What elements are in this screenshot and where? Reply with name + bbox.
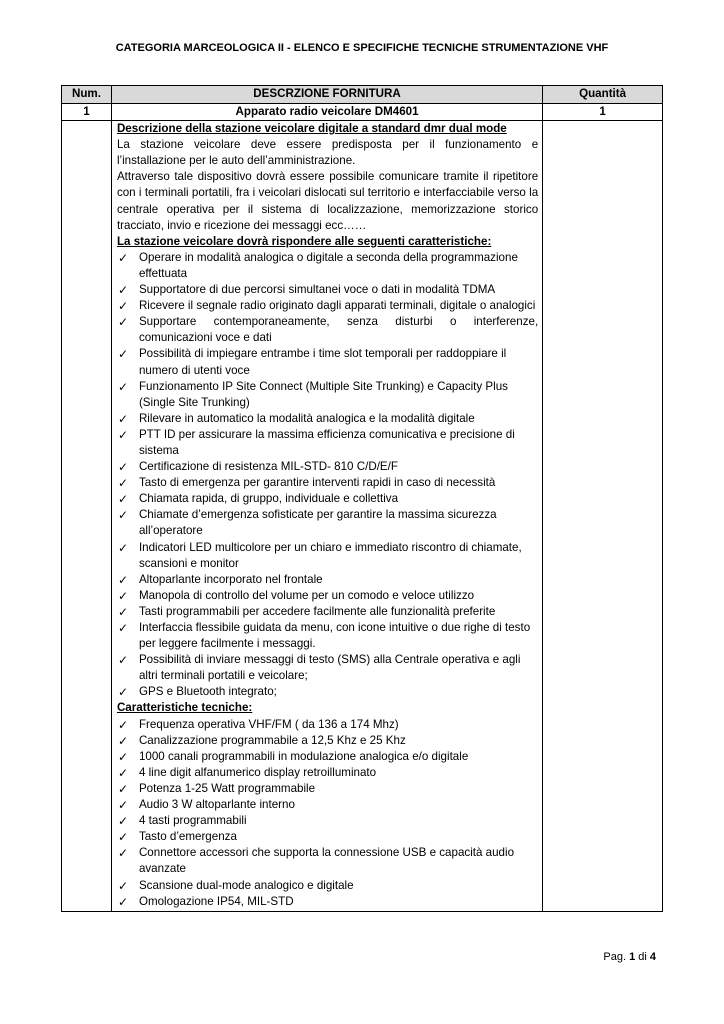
- feature-item-text: Manopola di controllo del volume per un comodo e veloce utilizzo: [138, 588, 475, 602]
- tech-spec-item: [117, 733, 538, 749]
- feature-item-text: Supportatore di due percorsi simultanei voce o dati in modalità TDMA: [138, 283, 496, 297]
- checkmark-icon: ✓: [117, 878, 128, 893]
- checkmark-icon: ✓: [117, 814, 128, 829]
- feature-item-text: Tasti programmabili per accedere facilmente alle funzionalità preferite: [138, 604, 496, 618]
- feature-item: [117, 507, 538, 539]
- feature-item-text: Possibilità di impiegare entrambe i time slot temporali per raddoppiare il numero di utenti voce: [138, 347, 507, 377]
- feature-item-text: PTT ID per assicurare la massima efficienza comunicativa e precisione di sistema: [138, 427, 515, 457]
- tech-spec-item-text: Canalizzazione programmabile a 12,5 Khz e 25 Khz: [138, 733, 406, 747]
- table-row: [62, 104, 663, 121]
- tech-spec-item: [117, 813, 538, 829]
- tech-spec-item: [117, 749, 538, 765]
- checkmark-icon: ✓: [117, 508, 128, 523]
- checkmark-icon: ✓: [117, 653, 128, 668]
- feature-item: [117, 459, 538, 475]
- description-cell: [111, 121, 542, 912]
- tech-spec-item: [117, 878, 538, 894]
- checkmark-icon: ✓: [117, 765, 128, 780]
- checkmark-icon: ✓: [117, 427, 128, 442]
- checkmark-icon: ✓: [117, 604, 128, 619]
- tech-spec-item-text: Scansione dual-mode analogico e digitale: [138, 878, 354, 892]
- checkmark-icon: ✓: [117, 894, 128, 909]
- checkmark-icon: ✓: [117, 717, 128, 732]
- item-name: Apparato radio veicolare DM4601: [111, 104, 542, 121]
- tech-spec-item-text: Audio 3 W altoparlante interno: [138, 798, 295, 812]
- checkmark-icon: ✓: [117, 685, 128, 700]
- feature-item: [117, 379, 538, 411]
- features-heading: La stazione veicolare dovrà rispondere alle seguenti caratteristiche:: [116, 234, 492, 248]
- checkmark-icon: ✓: [117, 315, 128, 330]
- checkmark-icon: ✓: [117, 347, 128, 362]
- total-pages: 4: [649, 951, 656, 963]
- checkmark-icon: ✓: [117, 476, 128, 491]
- item-quantity: 1: [543, 104, 663, 121]
- feature-item-text: GPS e Bluetooth integrato;: [138, 685, 277, 699]
- feature-item: [117, 588, 538, 604]
- footer-prefix: Pag.: [603, 951, 630, 963]
- tech-spec-item: [117, 781, 538, 797]
- footer-middle: di: [635, 951, 650, 963]
- feature-item-text: Operare in modalità analogica o digitale a seconda della programmazione effettuata: [138, 250, 518, 280]
- feature-item-text: Altoparlante incorporato nel frontale: [138, 572, 323, 586]
- checkmark-icon: ✓: [117, 460, 128, 475]
- feature-item: [117, 411, 538, 427]
- tech-spec-item: [117, 894, 538, 910]
- table-header-row: [62, 86, 663, 104]
- feature-item: [117, 346, 538, 378]
- feature-item-text: Possibilità di inviare messaggi di testo (SMS) alla Centrale operativa e agli altri terminali portatili e veicolare;: [138, 653, 521, 683]
- tech-spec-item-text: 1000 canali programmabili in modulazione analogica e/o digitale: [138, 749, 469, 763]
- checkmark-icon: ✓: [117, 621, 128, 635]
- checkmark-icon: ✓: [117, 749, 128, 764]
- tech-spec-item: [117, 797, 538, 813]
- tech-heading: Caratteristiche tecniche:: [116, 701, 253, 715]
- feature-item: [117, 540, 538, 572]
- tech-spec-item-text: 4 line digit alfanumerico display retroilluminato: [138, 765, 377, 779]
- feature-item-text: Tasto di emergenza per garantire interventi rapidi in caso di necessità: [138, 476, 496, 490]
- checkmark-icon: ✓: [117, 411, 128, 426]
- tech-spec-item-text: Tasto d’emergenza: [138, 830, 237, 844]
- header-description: DESCRZIONE FORNITURA: [111, 86, 542, 104]
- checkmark-icon: ✓: [117, 572, 128, 587]
- description-heading: Descrizione della stazione veicolare digitale a standard dmr dual mode: [116, 122, 507, 136]
- checkmark-icon: ✓: [117, 846, 128, 861]
- feature-item: [117, 314, 538, 346]
- feature-item-text: Supportare contemporaneamente, senza disturbi o interferenze, comunicazioni voce e dati: [138, 315, 539, 345]
- tech-spec-item: [117, 845, 538, 877]
- checkmark-icon: ✓: [117, 379, 128, 394]
- tech-spec-item-text: Potenza 1-25 Watt programmabile: [138, 781, 316, 795]
- feature-item-text: Certificazione di resistenza MIL-STD- 810 C/D/E/F: [138, 460, 398, 474]
- tech-spec-item-text: 4 tasti programmabili: [138, 814, 247, 828]
- tech-spec-item: [117, 765, 538, 781]
- feature-item: [117, 250, 538, 282]
- feature-item-text: Chiamata rapida, di gruppo, individuale e collettiva: [138, 492, 399, 506]
- feature-item: [117, 604, 538, 620]
- checkmark-icon: ✓: [117, 299, 128, 314]
- feature-item: [117, 620, 538, 652]
- checkmark-icon: ✓: [117, 798, 128, 813]
- feature-item-text: Chiamate d’emergenza sofisticate per garantire la massima sicurezza all’operatore: [138, 508, 497, 538]
- checkmark-icon: ✓: [117, 540, 128, 555]
- empty-num-cell: [62, 121, 112, 912]
- feature-item: [117, 491, 538, 507]
- tech-spec-item-text: Omologazione IP54, MIL-STD: [138, 894, 294, 908]
- header-quantity: Quantità: [543, 86, 663, 104]
- row-number: 1: [62, 104, 112, 121]
- empty-qty-cell: [543, 121, 663, 912]
- checkmark-icon: ✓: [117, 830, 128, 845]
- tech-spec-item-text: Connettore accessori che supporta la connessione USB e capacità audio avanzate: [138, 846, 515, 876]
- features-list: [117, 250, 538, 701]
- technical-specs-list: [117, 717, 538, 910]
- feature-item-text: Funzionamento IP Site Connect (Multiple Site Trunking) e Capacity Plus (Single Site Trunking): [138, 379, 508, 409]
- feature-item-text: Indicatori LED multicolore per un chiaro e immediato riscontro di chiamate, scansioni e monitor: [138, 540, 522, 570]
- tech-spec-item-text: Frequenza operativa VHF/FM ( da 136 a 174 Mhz): [138, 717, 399, 731]
- checkmark-icon: ✓: [117, 492, 128, 507]
- feature-item: [117, 282, 538, 298]
- page-title: CATEGORIA MARCEOLOGICA II - ELENCO E SPECIFICHE TECNICHE STRUMENTAZIONE VHF: [115, 42, 609, 54]
- description-row: [62, 121, 663, 912]
- description-paragraph-2: Attraverso tale dispositivo dovrà essere possibile comunicare tramite il ripetitore con i terminali portatili, fra i veicolari dislocati sul territorio e interfacciabile verso la centrale operativa per il sistema di localizzazione, memorizzazione storico tracciato, invio e ricezione dei messaggi ecc……: [116, 170, 539, 232]
- feature-item: [117, 652, 538, 684]
- checkmark-icon: ✓: [117, 250, 128, 265]
- feature-item: [117, 427, 538, 459]
- header-num: Num.: [62, 86, 112, 104]
- checkmark-icon: ✓: [117, 733, 128, 748]
- checkmark-icon: ✓: [117, 283, 128, 298]
- feature-item: [117, 298, 538, 314]
- description-paragraph-1: La stazione veicolare deve essere predisposta per il funzionamento e l’installazione per le auto dell’amministrazione.: [116, 138, 539, 168]
- feature-item: [117, 684, 538, 700]
- current-page: 1: [629, 951, 636, 963]
- tech-spec-item: [117, 829, 538, 845]
- specifications-table: [61, 85, 663, 912]
- page-footer: [603, 951, 656, 963]
- tech-spec-item: [117, 717, 538, 733]
- feature-item: [117, 475, 538, 491]
- checkmark-icon: ✓: [117, 588, 128, 603]
- feature-item-text: Rilevare in automatico la modalità analogica e la modalità digitale: [138, 411, 475, 425]
- checkmark-icon: ✓: [117, 781, 128, 796]
- feature-item-text: Ricevere il segnale radio originato dagli apparati terminali, digitale o analogici: [138, 299, 536, 313]
- feature-item: [117, 572, 538, 588]
- feature-item-text: Interfaccia flessibile guidata da menu, con icone intuitive o due righe di testo per leggere facilmente i messaggi.: [138, 621, 531, 651]
